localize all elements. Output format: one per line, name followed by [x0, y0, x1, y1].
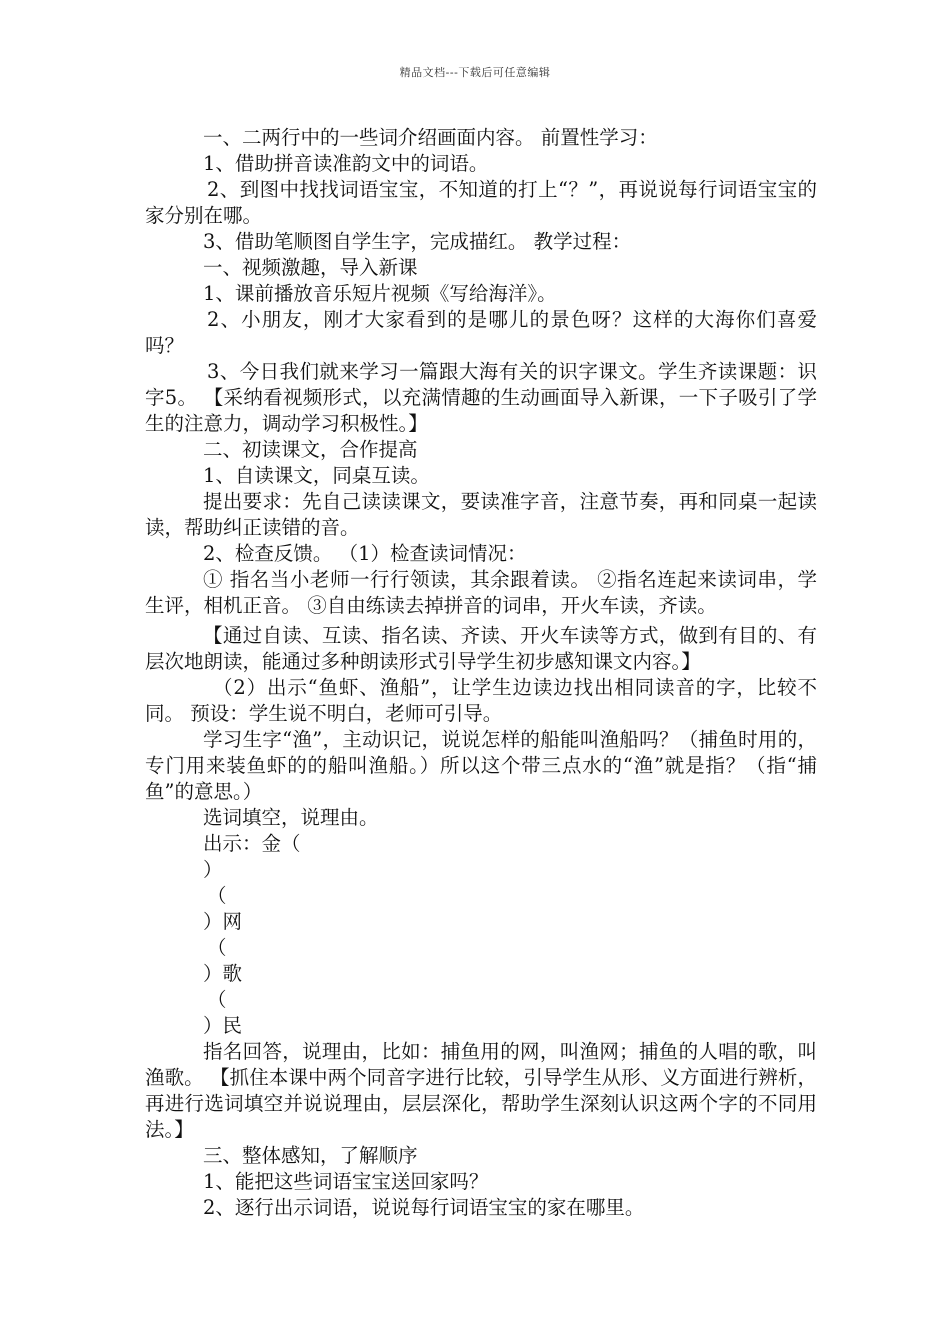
paragraph: （2）出示“鱼虾、渔船”，让学生边读边找出相同读音的字，比较不同。 预设：学生说不明白，老师可引导。 [145, 676, 817, 725]
paragraph: 2、检查反馈。 （1）检查读词情况： [203, 542, 527, 565]
section-heading: 二、初读课文，合作提高 [203, 438, 418, 461]
paragraph: 1、课前播放音乐短片视频《写给海洋》。 [203, 282, 557, 305]
fill-blank-line: （ [207, 936, 227, 959]
paragraph: 选词填空，说理由。 [203, 806, 379, 829]
fill-blank-line: ）网 [203, 910, 243, 933]
paragraph: 2、到图中找找词语宝宝，不知道的打上“？”，再说说每行词语宝宝的家分别在哪。 [145, 178, 817, 227]
paragraph: 2、小朋友，刚才大家看到的是哪儿的景色呀？这样的大海你们喜爱吗？ [145, 308, 817, 357]
fill-blank-line: ）歌 [203, 962, 243, 985]
paragraph: 1、自读课文，同桌互读。 [203, 464, 430, 487]
paragraph: 出示：金（ [203, 832, 301, 855]
page-header: 精品文档---下载后可任意编辑 [399, 66, 551, 79]
document-body [145, 125, 817, 1221]
paragraph: ① 指名当小老师一行行领读，其余跟着读。 ②指名连起来读词串，学生评，相机正音。 ③自由练读去掉拼音的词串，开火车读，齐读。 [145, 568, 817, 617]
paragraph: 3、借助笔顺图自学生字，完成描红。 教学过程： [203, 230, 632, 253]
section-heading: 一、视频激趣，导入新课 [203, 256, 418, 279]
fill-blank-line: （ [207, 884, 227, 907]
paragraph: 3、今日我们就来学习一篇跟大海有关的识字课文。学生齐读课题：识字5。 【采纳看视频形式，以充满情趣的生动画面导入新课，一下子吸引了学生的注意力，调动学习积极性。】 [145, 360, 817, 435]
fill-blank-line: （ [207, 988, 227, 1011]
fill-blank-line: ）民 [203, 1014, 243, 1037]
paragraph: 1、能把这些词语宝宝送回家吗？ [203, 1170, 489, 1193]
section-heading: 三、整体感知，了解顺序 [203, 1144, 418, 1167]
paragraph: 提出要求：先自己读读课文，要读准字音，注意节奏，再和同桌一起读读，帮助纠正读错的音。 [145, 490, 817, 539]
fill-blank-line: ） [203, 858, 223, 881]
paragraph: 一、二两行中的一些词介绍画面内容。 前置性学习： [203, 126, 658, 149]
annotation-note: 【通过自读、互读、指名读、齐读、开火车读等方式，做到有目的、有层次地朗读，能通过多种朗读形式引导学生初步感知课文内容。】 [145, 624, 817, 673]
paragraph: 2、逐行出示词语，说说每行词语宝宝的家在哪里。 [203, 1196, 645, 1219]
paragraph: 学习生字“渔”，主动识记，说说怎样的船能叫渔船吗？（捕鱼时用的，专门用来装鱼虾的的船叫渔船。）所以这个带三点水的“渔”就是指？（指“捕鱼”的意思。） [145, 728, 817, 803]
paragraph: 1、借助拼音读准韵文中的词语。 [203, 152, 489, 175]
paragraph: 指名回答，说理由，比如：捕鱼用的网，叫渔网；捕鱼的人唱的歌，叫渔歌。 【抓住本课中两个同音字进行比较，引导学生从形、义方面进行辨析，再进行选词填空并说说理由，层层深化，帮助学生深刻认识这两个字的不同用法。】 [145, 1040, 817, 1141]
